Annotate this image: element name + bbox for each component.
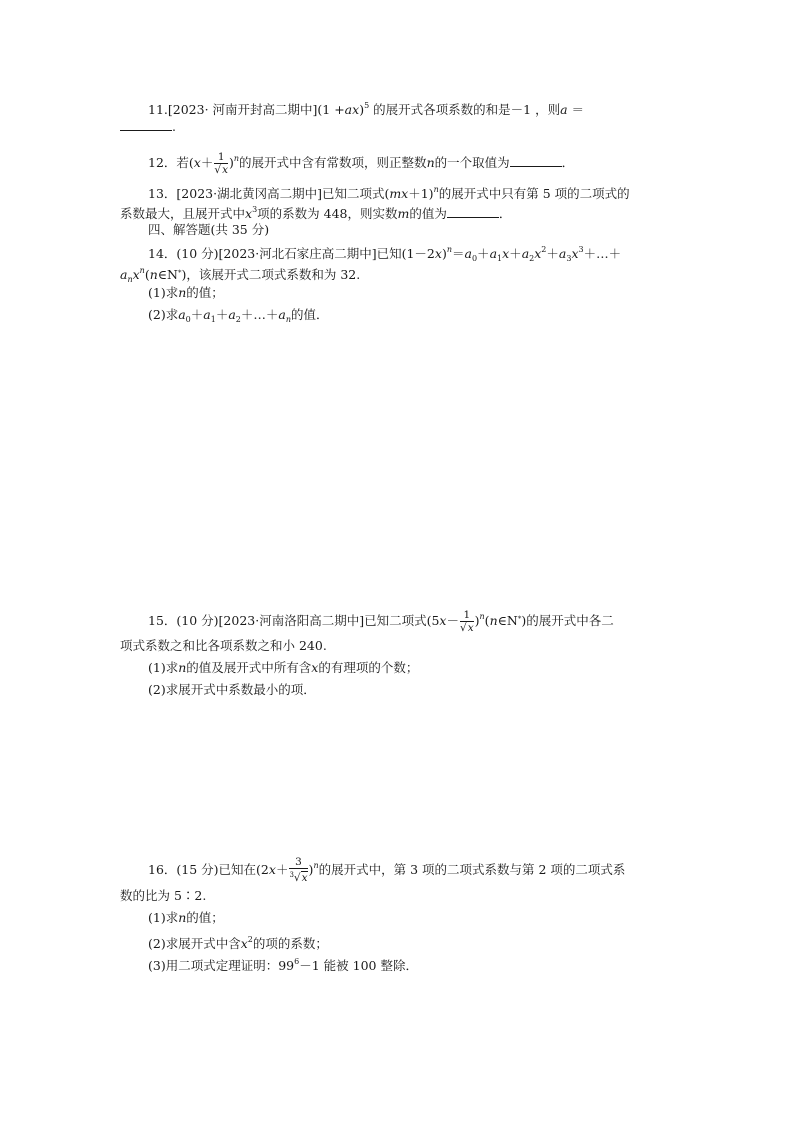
text: 的有理项的个数； [318,660,419,675]
subscript: 1 [497,254,503,263]
sqrt-denominator: √x [214,163,228,176]
subscript: 0 [471,254,478,263]
math-var: x [240,936,248,951]
text: ∈N [497,613,518,628]
fraction [460,609,474,635]
math-var: x [245,206,253,221]
exponent: n [313,861,319,870]
math-var: x [571,246,579,261]
question-number: 11 [148,102,164,117]
math-var: x [311,660,319,675]
text: 的展开式各项系数的和是－1 ，则 [369,102,561,117]
math-var: x [268,862,276,877]
fraction [214,151,228,177]
text: 的值为 [409,206,447,221]
exponent: 6 [294,957,300,966]
exponent: 2 [247,935,253,944]
text: 的展开式中含有常数项，则正整数 [239,155,427,170]
math-var: x [439,613,447,628]
text: 的一个取值为 [434,155,510,170]
exponent: n [433,185,439,194]
math-var: a [203,307,211,322]
question-16-line-2 [120,888,206,904]
text: 系数最大，且展开式中 [120,206,246,221]
question-16-part-1 [148,910,224,926]
answer-blank[interactable] [510,155,562,167]
text: ) [229,155,234,170]
question-15-part-2 [148,682,316,698]
text: ＋ [477,246,490,261]
text: ＋…＋ [583,246,622,261]
section-heading: 四、解答题(共 35 分) [148,222,270,237]
question-14-part-2 [148,307,329,328]
text: 的展开式中，第 3 项的二项式系数与第 2 项的二项式系 [318,862,626,877]
text: 的项的系数； [252,936,328,951]
exponent: n [479,612,485,621]
math-var: m [397,206,410,221]
text: ＋…＋ [240,307,279,322]
subscript: 2 [235,315,241,324]
question-16-line-1 [148,850,625,886]
text: 的展开式中只有第 5 项的二项式的 [438,186,630,201]
exponent: 2 [541,245,547,254]
text: 的值． [291,307,329,322]
numerator: 1 [214,151,228,164]
text: ＋ [546,246,559,261]
text: )，该展开式二项式系数和为 32. [181,267,361,282]
subscript: n [285,315,292,324]
root-index: 3 [289,871,294,879]
text: 16．(15 分)已知在(2 [148,862,269,877]
math-var: x [132,267,140,282]
text: (1)求 [148,910,179,925]
text: 的值； [186,285,224,300]
text: (2)求展开式中含 [148,936,241,951]
text: 的值； [186,910,224,925]
subscript: n [127,275,133,284]
text: (2)求 [148,307,179,322]
exponent: n [446,245,452,254]
math-var: x [467,621,474,634]
cube-root-denominator: $^3$√x [289,871,308,884]
math-var: n [426,155,435,170]
math-var: x [193,155,201,170]
text: (2)求展开式中系数最小的项． [148,682,316,697]
text: 数的比为 5∶2. [120,888,207,903]
text: －1 能被 100 整除． [299,958,418,973]
question-15-line-2 [120,638,327,654]
text: ) [359,102,365,117]
text: . [172,119,176,134]
math-var: a [464,246,472,261]
sqrt-denominator: √x [460,621,474,634]
section-title [148,222,269,238]
numerator: 3 [289,856,307,869]
answer-blank[interactable] [447,206,499,218]
math-var: n [149,267,158,282]
exponent: 3 [252,205,258,214]
text: 12．若( [148,155,194,170]
text: (1)求 [148,285,179,300]
question-14-part-1 [148,285,224,301]
exponent: n [139,266,145,275]
text: ＋ [275,862,289,877]
question-16-part-2 [148,932,328,952]
text: ＝ [451,246,465,261]
subscript: 2 [529,254,535,263]
math-var: a [560,102,568,117]
math-var: a [278,307,286,322]
exponent: 3 [578,245,584,254]
text: ＋ [215,307,229,322]
math-var: a [178,307,186,322]
math-var: n [178,660,187,675]
exponent: 5 [364,101,370,110]
text: ∈N [157,267,178,282]
math-var: x [534,246,542,261]
question-11-line-2 [120,119,176,135]
text: ＋ [200,155,214,170]
math-var: a [120,267,128,282]
answer-blank[interactable] [120,119,172,131]
text: )的展开式中各二 [521,613,614,628]
text: ． [561,155,575,170]
question-13-line-2 [120,202,511,222]
text: ) [308,862,314,877]
math-var: n [178,910,187,925]
math-var: a [489,246,498,261]
math-var: x [502,246,510,261]
question-15-part-1 [148,660,418,676]
text: 13．[2023·湖北黄冈高二期中]已知二项式( [148,186,390,201]
subscript: 3 [566,254,572,263]
math-var: x [301,872,308,884]
text: .[2023· 河南开封高二期中](1 + [163,102,345,117]
text: ( [484,613,490,628]
math-var: ax [344,102,360,117]
question-15-line-1 [148,602,614,636]
question-12-line [148,145,574,177]
text: ＝ [567,102,585,117]
math-var: x [222,163,228,176]
text: ＋ [190,307,204,322]
subscript: 0 [185,315,191,324]
math-var: mx [389,186,409,201]
math-var: n [178,285,187,300]
math-var: a [558,246,567,261]
text: 15．(10 分)[2023·河南洛阳高二期中]已知二项式(5 [148,613,440,628]
question-16-part-3 [148,954,418,974]
superscript-star: * [517,615,522,623]
exponent: n [233,154,240,163]
fraction [289,856,307,885]
question-13-line-1 [148,182,630,202]
math-var: n [489,613,498,628]
question-11-line-1 [148,98,584,118]
text: (1)求 [148,660,179,675]
text: 项的系数为 448，则实数 [257,206,398,221]
text: 14．(10 分)[2023·河北石家庄高二期中]已知(1－2 [148,246,435,261]
text: ) [474,613,480,628]
text: 的值及展开式中所有含 [186,660,312,675]
superscript-star: * [177,269,182,277]
text: ． [498,206,512,221]
math-var: a [228,307,236,322]
subscript: 1 [210,315,216,324]
text: 项式系数之和比各项系数之和小 240. [120,638,327,653]
math-var: a [521,246,530,261]
numerator: 1 [460,609,474,622]
math-var: x [434,246,442,261]
text: ( [144,267,150,282]
text: ＋1) [408,186,434,201]
text: (3)用二项式定理证明：99 [148,958,295,973]
text: ＋ [509,246,522,261]
text: ) [441,246,447,261]
text: － [446,613,459,628]
